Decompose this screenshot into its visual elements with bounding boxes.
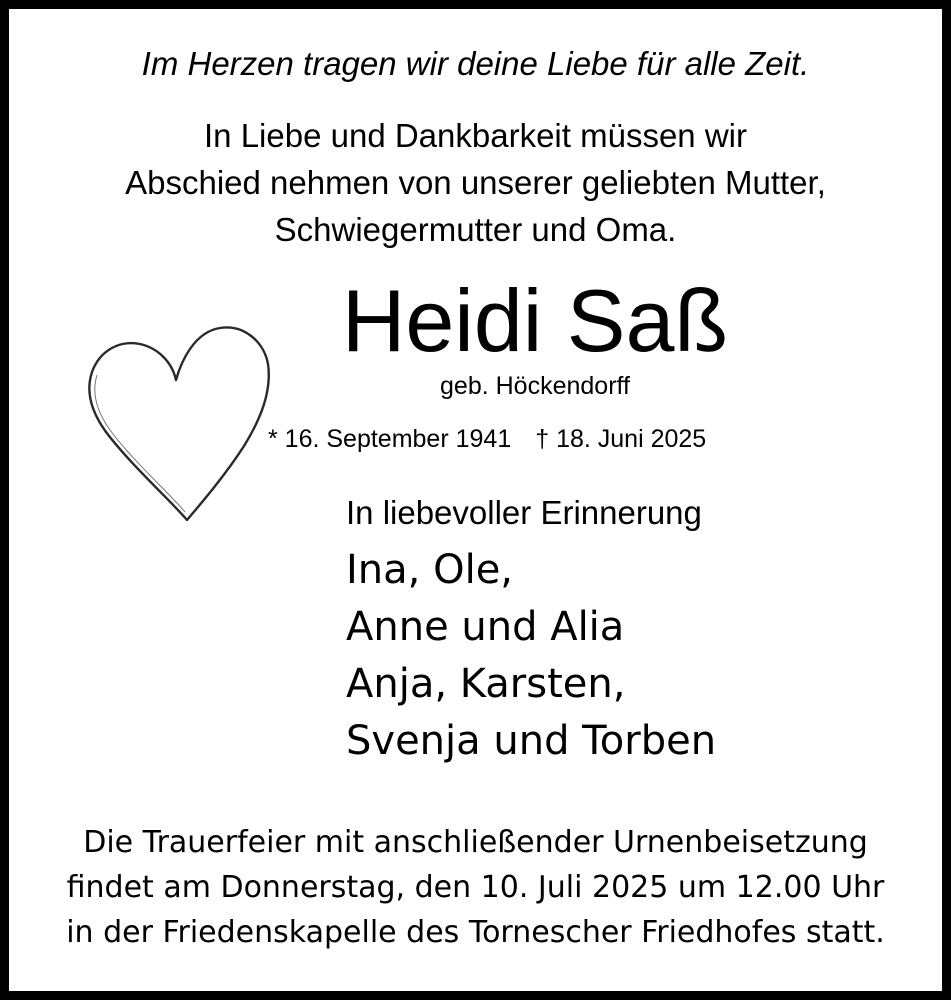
deceased-name: Heidi Saß (341, 271, 729, 370)
family-signatures (346, 542, 716, 770)
intro-line: In Liebe und Dankbarkeit müssen wir (204, 117, 747, 154)
service-line: findet am Donnerstag, den 10. Juli 2025 um 12.00 Uhr (66, 870, 885, 905)
motto: Im Herzen tragen wir deine Liebe für alle Zeit. (141, 45, 810, 82)
intro-line: Abschied nehmen von unserer geliebten Mutter, (125, 164, 826, 201)
service-line: Die Trauerfeier mit anschließender Urnenbeisetzung (83, 825, 868, 860)
death-date: † 18. Juni 2025 (535, 425, 707, 453)
family-line: Anne und Alia (346, 604, 625, 650)
intro-line: Schwiegermutter und Oma. (274, 211, 677, 248)
intro-text (0, 112, 951, 253)
family-line: Ina, Ole, (346, 547, 514, 593)
birth-date: * 16. September 1941 (268, 425, 512, 453)
memory-line: In liebevoller Erinnerung (346, 494, 702, 531)
service-info (0, 820, 951, 955)
family-line: Anja, Karsten, (346, 661, 626, 707)
service-line: in der Friedenskapelle des Tornescher Friedhofes statt. (66, 915, 885, 950)
maiden-name: geb. Höckendorff (440, 372, 630, 400)
family-line: Svenja und Torben (346, 718, 717, 764)
heart-icon (84, 322, 276, 526)
life-dates (268, 421, 706, 457)
